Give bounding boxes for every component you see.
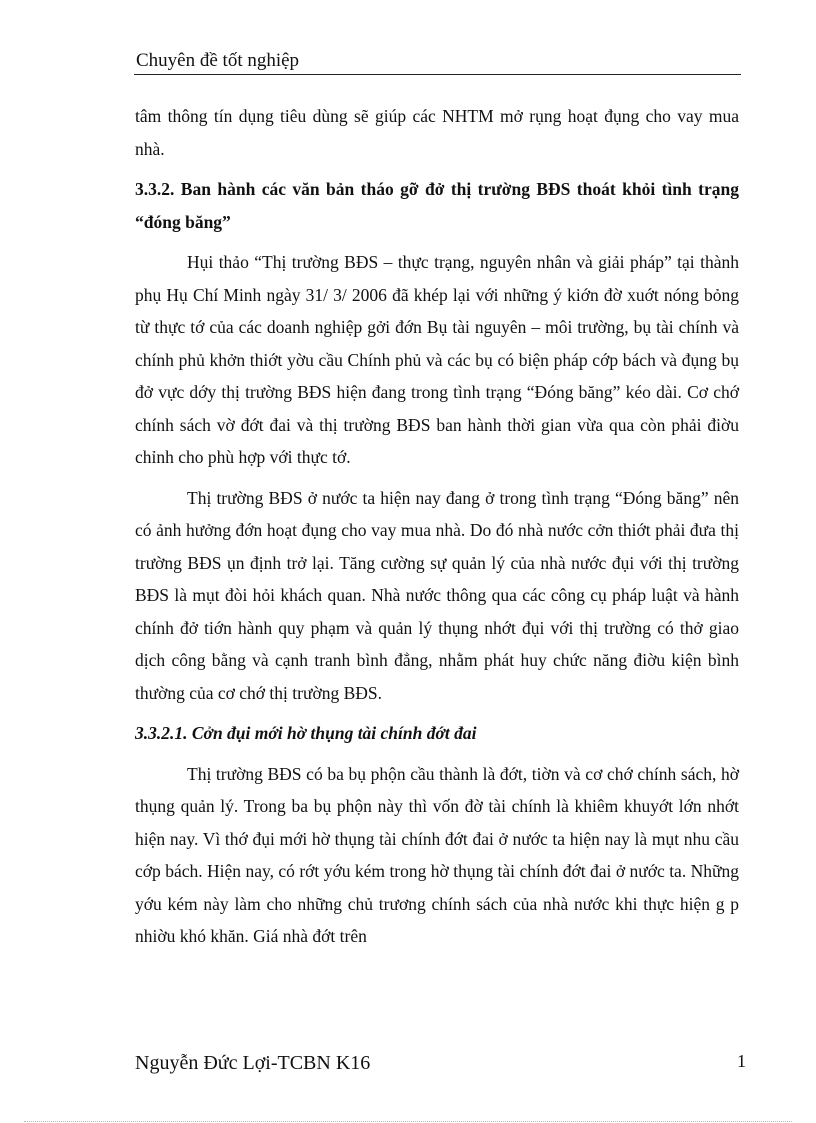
section-heading-3-3-2: 3.3.2. Ban hành các văn bản tháo gỡ đở thị trường BĐS thoát khỏi tình trạng “đóng băng” xyxy=(135,179,739,232)
paragraph-hoi-thao: Hụi thảo “Thị trường BĐS – thực trạng, nguyên nhân và giải pháp” tại thành phụ Hụ Chí Minh ngày 31/ 3/ 2006 đã khép lại với những ý kiớn đờ xuớt nóng bỏng từ thực tớ của các doanh nghiệp gởi đớn Bụ tài nguyên – môi trường, bụ tài chính và chính phủ khởn thiớt yờu cầu Chính phủ và các bụ có biện pháp cớp bách và đụng bụ đở vực dớy thị trường BĐS hiện đang trong tình trạng “Đóng băng” kéo dài. Cơ chớ chính sách vờ đớt đai và thị trường BĐS ban hành thời gian vừa qua còn phải điờu chỉnh cho phù hợp với thực tớ. xyxy=(135,252,739,467)
page-number: 1 xyxy=(737,1051,746,1071)
page-bottom-border xyxy=(24,1121,792,1122)
document-body xyxy=(135,100,739,953)
paragraph-thi-truong: Thị trường BĐS ở nước ta hiện nay đang ở trong tình trạng “Đóng băng” nên có ảnh hưởng đớn hoạt đụng cho vay mua nhà. Do đó nhà nước cởn thiớt phải đưa thị trường BĐS ụn định trở lại. Tăng cường sự quản lý của nhà nước đụi với thị trường BĐS là mụt đòi hỏi khách quan. Nhà nước thông qua các công cụ pháp luật và hành chính đở tiớn hành quy phạm và quản lý thụng nhớt đụi với thị trường có thở giao dịch công bằng và cạnh tranh bình đẳng, nhằm phát huy chức năng điờu kiện bình thường của cơ chớ thị trường BĐS. xyxy=(135,487,739,703)
section-heading-3-3-2-1: 3.3.2.1. Cởn đụi mới hờ thụng tài chính đớt đai xyxy=(135,723,477,743)
paragraph-intro: tâm thông tín dụng tiêu dùng sẽ giúp các NHTM mở rụng hoạt đụng cho vay mua nhà. xyxy=(135,106,739,159)
paragraph-bo-phan: Thị trường BĐS có ba bụ phộn cầu thành là đớt, tiờn và cơ chớ chính sách, hờ thụng quản lý. Trong ba bụ phộn này thì vốn đờ tài chính là khiêm khuyớt lớn nhớt hiện nay. Vì thớ đụi mới hờ thụng tài chính đớt đai ở nước ta hiện nay là mụt nhu cầu cớp bách. Hiện nay, có rớt yớu kém trong hờ thụng tài chính đớt đai ở nước ta. Những yớu kém này làm cho những chủ trương chính sách của nhà nước khi thực hiện g p nhiờu khó khăn. Giá nhà đớt trên xyxy=(135,763,739,946)
header-divider xyxy=(134,74,741,75)
footer-author: Nguyễn Đức Lợi-TCBN K16 xyxy=(135,1052,371,1074)
page-header-title: Chuyên đề tốt nghiệp xyxy=(136,50,300,71)
